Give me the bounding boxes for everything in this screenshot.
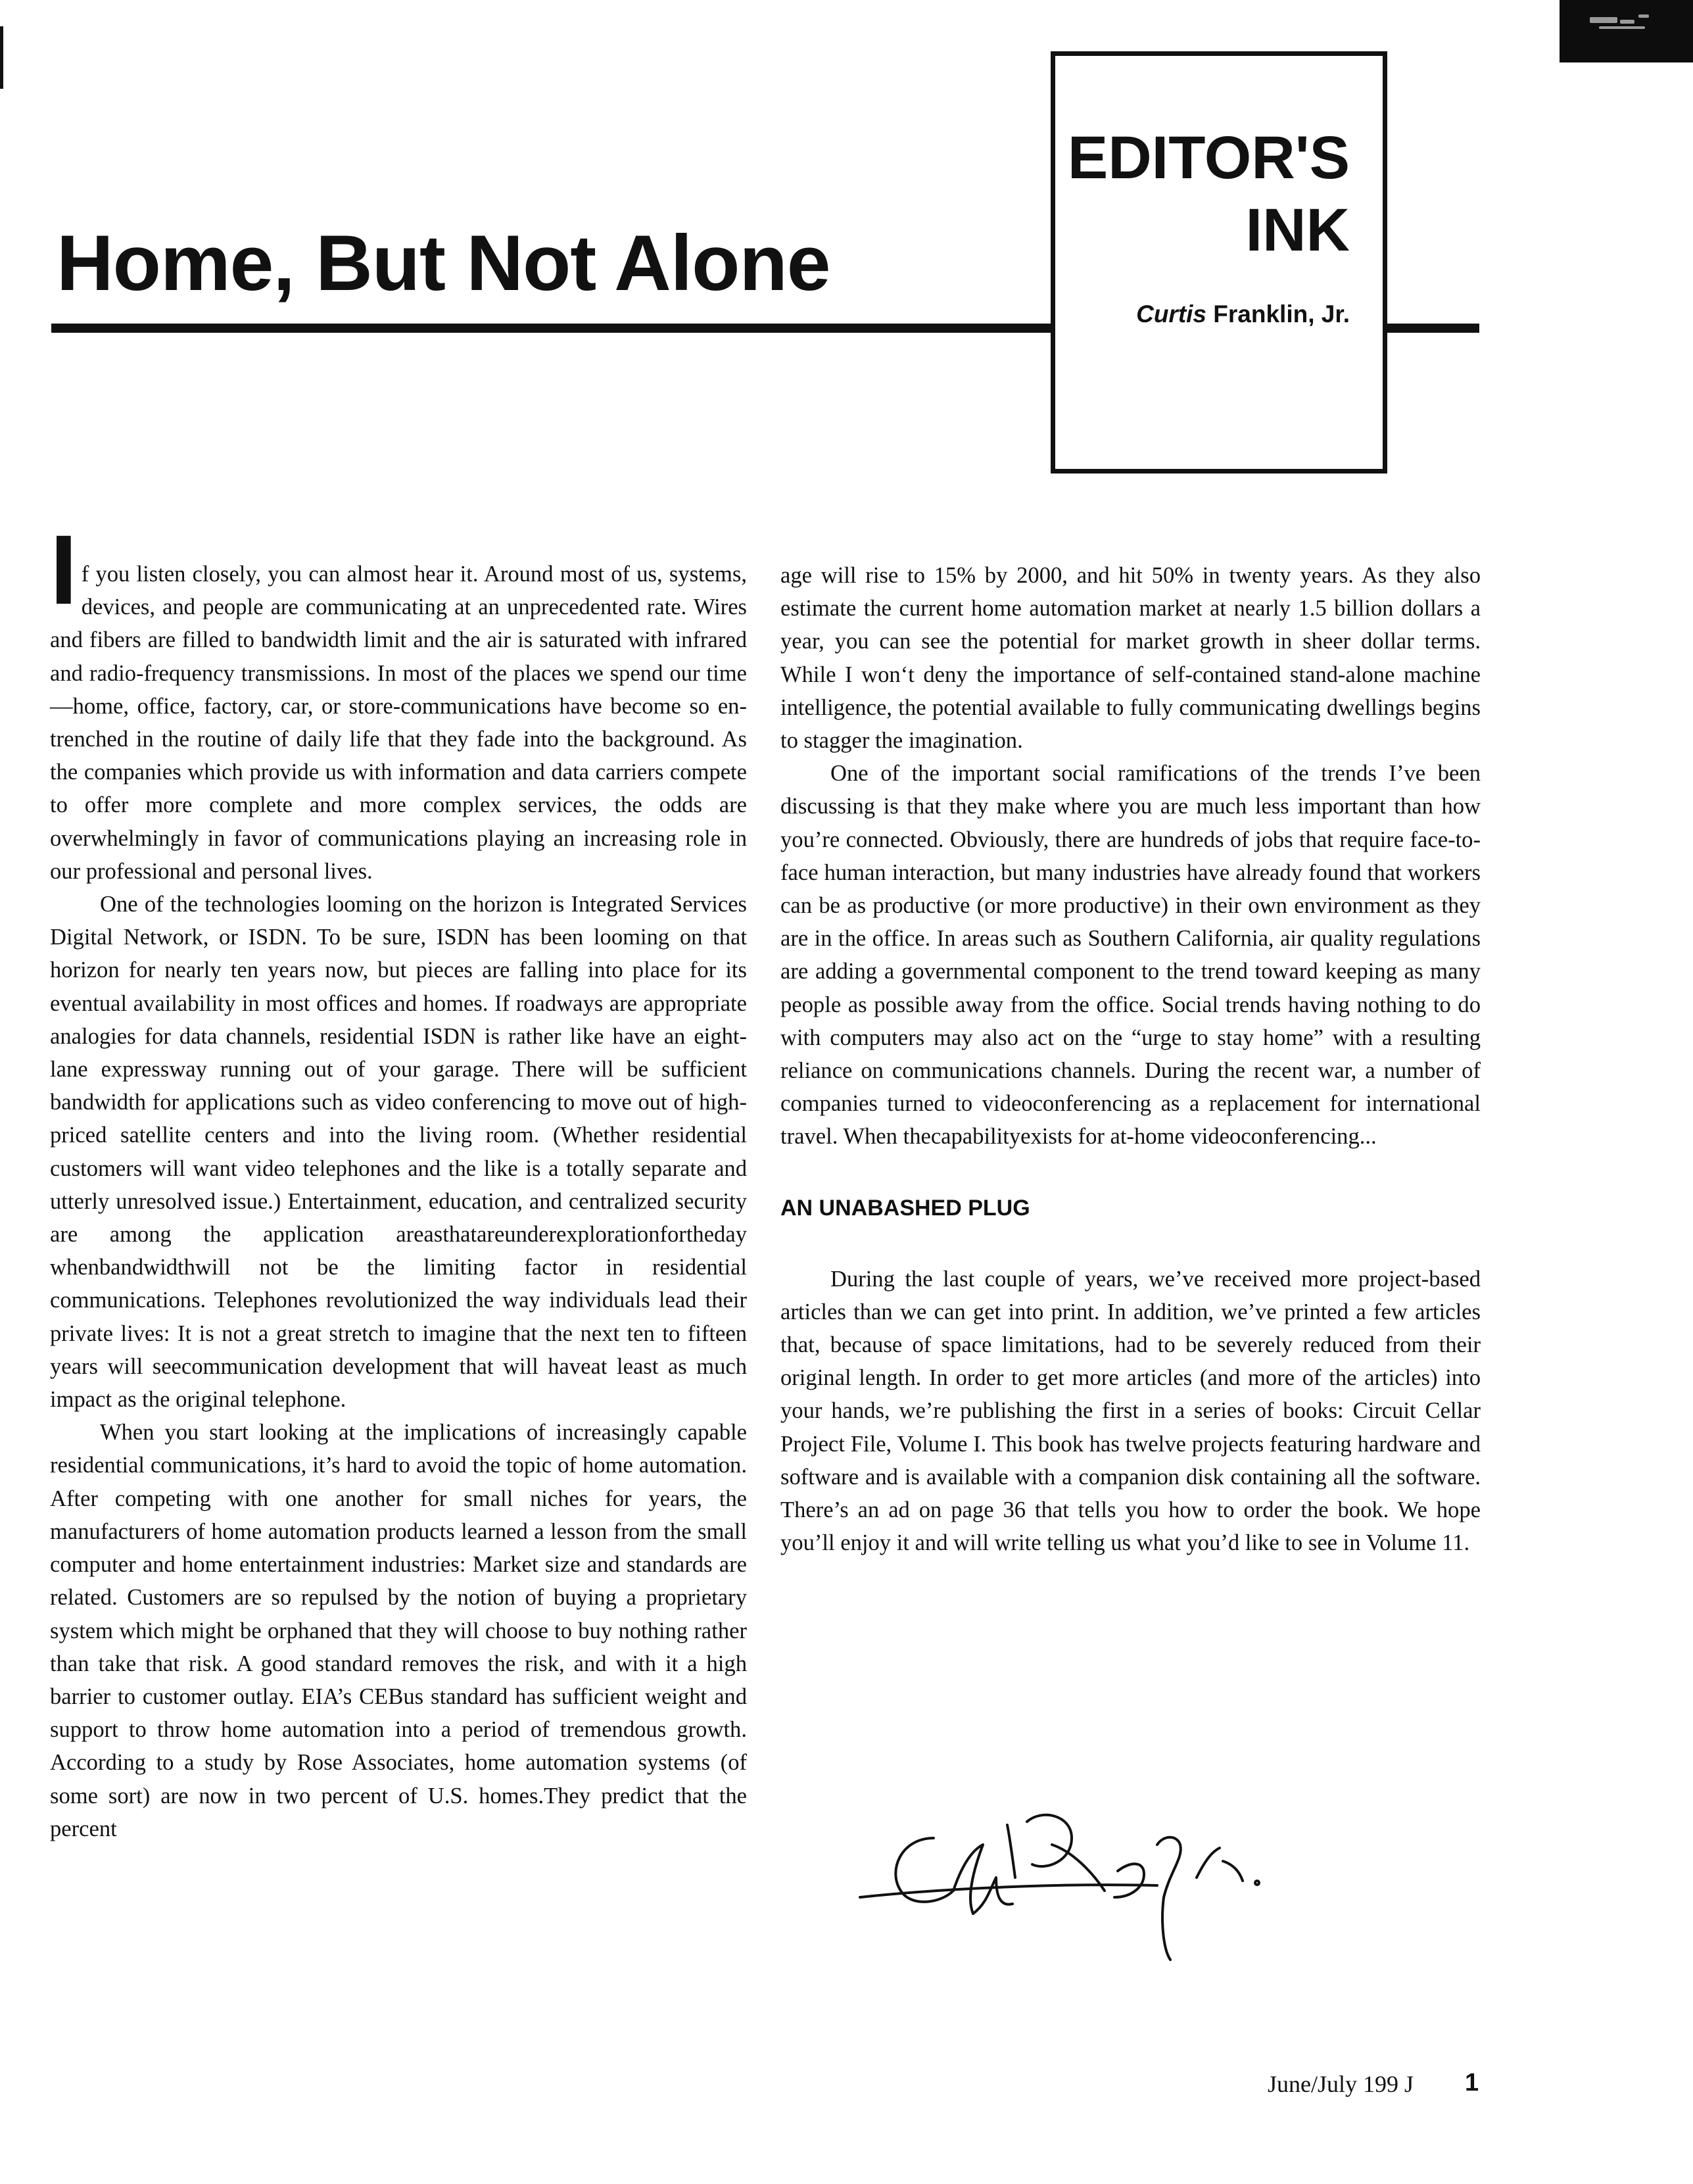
column-heading-box: [1051, 51, 1387, 473]
author-last-name: Franklin, Jr.: [1206, 301, 1350, 328]
column-title: [1068, 122, 1350, 266]
margin-rule: [0, 26, 3, 89]
paragraph-text: f you listen closely, you can almost hear it. Around most of us, systems, devices, and people are communicating at an unprecedented rate. Wires and fibers are filled to bandwidth limit and the air is saturated with infrared and radio-frequency transmissions. In most of the places we spend our time—home, office, factory, car, or store-communications have become so entrenched in the routine of daily life that they fade into the background. As the companies which provide us with information and data carriers compete to offer more complete and more complex services, the odds are overwhelmingly in favor of communications playing an increasing role in our professional and personal lives.: [50, 562, 747, 884]
paragraph: When you start looking at the implications of increasingly capable residential communications, it’s hard to avoid the topic of home automation. After competing with one another for small niches for years, the manufacturers of home automation products learned a lesson from the small computer and home entertainment industries: Market size and standards are related. Customers are so repulsed by the notion of buying a proprietary system which might be orphaned that they will choose to buy nothing rather than take that risk. A good standard removes the risk, and with it a high barrier to customer outlay. EIA’s CEBus standard has sufficient weight and support to throw home automation into a period of tremendous growth. According to a study by Rose Associates, home automation systems (of some sort) are now in two percent of U.S. homes.They predict that the percent: [50, 1420, 747, 1841]
right-column: [780, 559, 1481, 1559]
paragraph: One of the technologies looming on the horizon is Integrated Services Digital Network, or ISDN. To be sure, ISDN has been looming on that horizon for nearly ten years now, but pieces are falling into place for its eventual availability in most offices and homes. If roadways are appropriate analogies for data channels, residential ISDN is rather like have an eight-lane expressway running out of your garage. There will be sufficient bandwidth for applications such as video conferencing to move out of high-priced satellite centers and into the living room. (Whether residential customers will want video telephones and the like is a totally separate and utterly unresolved issue.) Entertainment, education, and centralized security are among the application areasthatareunderexplorationfortheday whenbandwidthwill not be the limiting factor in residential communications. Telephones revolutionized the way individuals lead their private lives: It is not a great stretch to imagine that the next ten to fifteen years will seecommunication development that will haveat least as much impact as the original telephone.: [50, 892, 747, 1413]
paragraph: One of the important social ramifications of the trends I’ve been discussing is that they make where you are much less important than how you’re connected. Obviously, there are hundreds of jobs that require face-to-face human interaction, but many industries have already found that workers can be as productive (or more productive) in their own environment as they are in the office. In areas such as Southern California, air quality regulations are adding a governmental component to the trend toward keeping as many people as possible away from the office. Social trends having nothing to do with computers may also act on the “urge to stay home” with a resulting reliance on communications channels. During the recent war, a number of companies turned to videoconferencing as a replacement for international travel. When thecapabilityexists for at-home videoconferencing...: [780, 761, 1481, 1150]
title-rule: [51, 324, 1052, 333]
paragraph: age will rise to 15% by 2000, and hit 50% in twenty years. As they also estimate the current home automation market at nearly 1.5 billion dollars a year, you can see the potential for market growth in sheer dollar terms. While I won‘t deny the importance of self-contained stand-alone machine intelligence, the potential available to fully communicating dwellings begins to stagger the imagination.: [780, 563, 1481, 754]
editor-signature: [855, 1799, 1335, 1970]
column-title-line2: INK: [1245, 197, 1350, 264]
drop-cap: I: [50, 514, 78, 625]
paragraph: During the last couple of years, we’ve received more project-based articles than we can get into print. In addition, we’ve printed a few articles that, because of space limitations, had to be severely reduced from their original length. In order to get more articles (and more of the articles) into your hands, we’re publishing the first in a series of books: Circuit Cellar Project File, Volume I. This book has twelve projects featuring hardware and software and is available with a companion disk containing all the software. There’s an ad on page 36 that tells you how to order the book. We hope you’ll enjoy it and will write telling us what you’d like to see in Volume 11.: [780, 1266, 1481, 1556]
article-title: Home, But Not Alone: [57, 219, 830, 307]
left-column: [50, 514, 747, 1845]
paragraph: [50, 514, 747, 888]
author-byline: [1136, 301, 1350, 328]
corner-scan-mark: [1560, 0, 1693, 62]
column-title-line1: EDITOR'S: [1067, 124, 1350, 191]
issue-date: June/July 199 J: [1268, 2071, 1414, 2097]
title-rule-right: [1387, 324, 1479, 333]
page-number: 1: [1465, 2069, 1479, 2097]
author-first-name: Curtis: [1136, 301, 1207, 328]
section-heading: AN UNABASHED PLUG: [780, 1195, 1030, 1221]
